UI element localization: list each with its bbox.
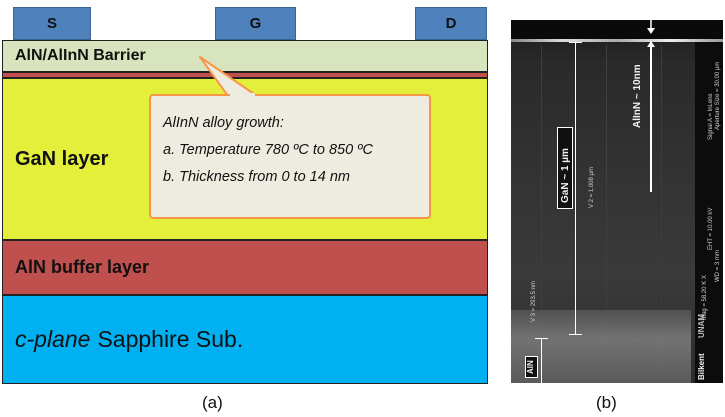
gan-marker-top-tick xyxy=(569,42,582,43)
callout-temperature: a. Temperature 780 ºC to 850 ºC xyxy=(163,142,373,158)
sem-info-line: EHT = 10.00 kV xyxy=(708,207,714,250)
aln-label: AlN xyxy=(526,360,535,374)
aln-marker-tick xyxy=(535,338,548,339)
source-contact: S xyxy=(13,7,91,40)
alinn-thickness-label: AlInN ~ 10nm xyxy=(632,64,643,128)
callout-joint xyxy=(230,93,255,97)
sem-info-line: WD = 3 mm xyxy=(715,250,721,282)
barrier-layer-label: AlN/AlInN Barrier xyxy=(15,47,146,64)
streak xyxy=(541,45,542,345)
gan-marker-bottom-tick xyxy=(569,334,582,335)
gan-layer-label: GaN layer xyxy=(15,147,109,170)
substrate-orientation-label: c-plane xyxy=(15,326,91,352)
sem-info-line: Signal A = InLens xyxy=(708,93,714,140)
gan-measurement-readout: V 2 = 1.008 µm xyxy=(589,167,595,208)
gate-contact: G xyxy=(215,7,296,40)
callout-thickness: b. Thickness from 0 to 14 nm xyxy=(163,169,350,185)
alinn-marker-line xyxy=(650,42,652,192)
sem-info-line: Mag = 58.20 K X xyxy=(702,275,708,320)
sem-micrograph xyxy=(511,20,723,383)
aln-marker-line xyxy=(541,338,542,383)
drain-contact: D xyxy=(415,7,487,40)
panel-b-caption: (b) xyxy=(596,393,617,412)
substrate-label: Sapphire Sub. xyxy=(97,326,244,352)
sapphire-substrate xyxy=(2,295,488,384)
gan-marker-line xyxy=(575,42,576,334)
callout-title: AlInN alloy growth: xyxy=(163,115,284,131)
aln-region xyxy=(511,310,691,383)
gan-thickness-label: GaN ~ 1 µm xyxy=(560,148,571,203)
streak xyxy=(606,45,607,345)
micrograph-dark-top xyxy=(511,20,723,40)
growth-conditions-callout xyxy=(149,94,431,219)
aln-measurement-readout: V 3 = 293.5 nm xyxy=(531,281,537,322)
aln-buffer-layer-label: AlN buffer layer xyxy=(15,257,150,277)
sem-info-brand: Bilkent xyxy=(697,353,706,380)
alinn-bright-band xyxy=(511,39,723,42)
sem-info-line: Aperture Size = 30.00 µm xyxy=(715,61,721,130)
panel-a-caption: (a) xyxy=(202,393,223,412)
sem-info-logo: UNAM xyxy=(697,314,706,338)
aln-buffer-layer xyxy=(2,240,488,295)
